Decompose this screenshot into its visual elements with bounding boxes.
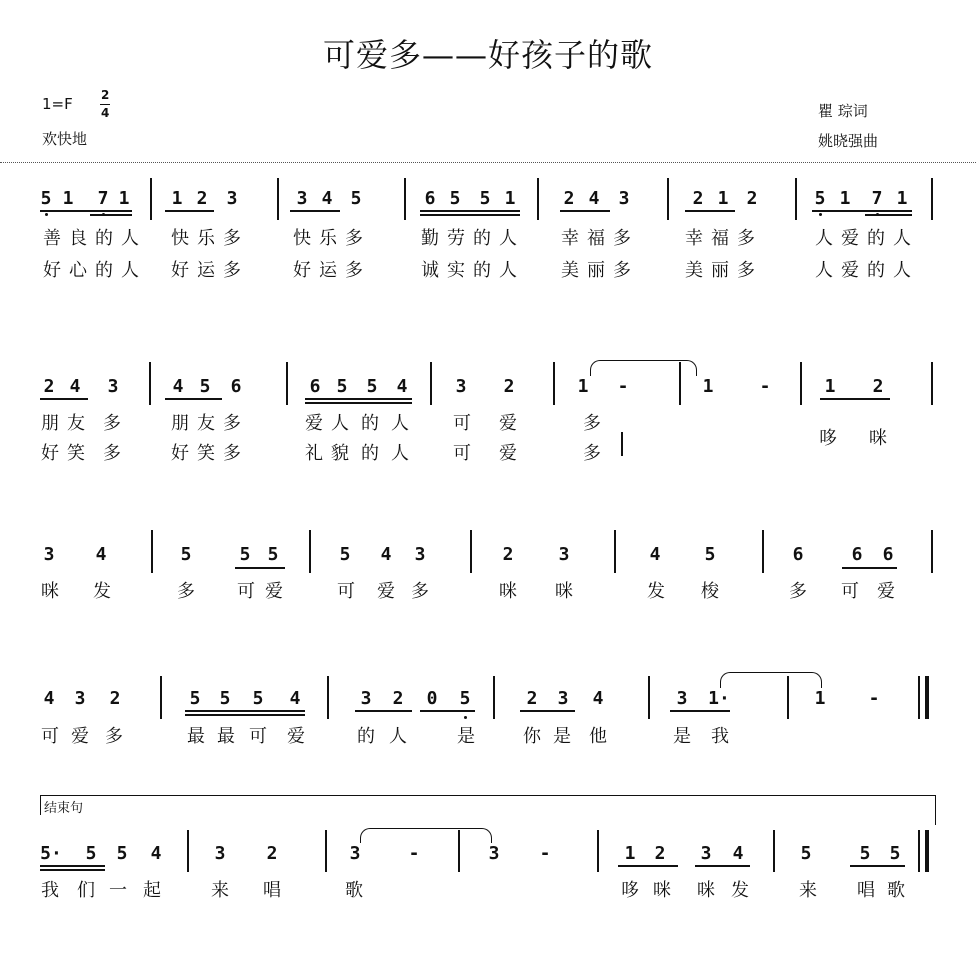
eighth-note-beam [520,710,575,712]
eighth-note-beam [560,210,610,212]
bar-line [614,530,616,573]
jianpu-note: 6 [882,544,894,565]
eighth-note-beam [420,210,520,212]
jianpu-note: 4 [289,688,301,709]
lyric-char: 咪 [869,428,887,449]
lyric-char: 多 [177,581,195,602]
header-separator [0,162,976,163]
final-barline-thin [918,830,920,872]
jianpu-note: 5· [40,843,62,864]
lyric-char: 礼 [305,443,323,464]
lyric-char: 朋 [41,413,59,434]
lyric-char: 人 [499,228,517,249]
jianpu-note: 3 [676,688,688,709]
lyric-char: 丽 [711,260,729,281]
jianpu-note: 2 [43,376,55,397]
time-signature-top: 2 [101,88,110,102]
eighth-note-beam [850,865,905,867]
lyric-char: 劳 [447,228,465,249]
eighth-note-beam [165,398,222,400]
jianpu-note: 5 [350,188,362,209]
lyric-char: 美 [685,260,703,281]
lyric-char: 好 [293,260,311,281]
lyric-char: 多 [411,581,429,602]
lyric-char: 人 [121,260,139,281]
lyric-char: 朋 [171,413,189,434]
jianpu-note: 4 [69,376,81,397]
lyric-char: 多 [737,228,755,249]
jianpu-note: 1· [708,688,730,709]
bar-line [286,362,288,405]
lyric-char: 可 [41,726,59,747]
jianpu-note: 5 [267,544,279,565]
time-signature-line [100,104,110,105]
bar-line [762,530,764,573]
lyric-char: 好 [41,443,59,464]
lyric-char: 最 [217,726,235,747]
jianpu-note: 1 [171,188,183,209]
bar-line [931,178,933,220]
jianpu-note: 5 [199,376,211,397]
eighth-note-beam [865,214,912,216]
coda-box-right [935,795,936,825]
coda-label: 结束句 [44,801,84,816]
octave-dot-below [876,213,879,216]
jianpu-note: - [759,376,771,397]
lyric-char: 歌 [887,880,905,901]
eighth-note-beam [185,710,305,712]
jianpu-note: 2 [654,843,666,864]
lyric-char: 人 [815,260,833,281]
bar-line [493,676,495,719]
jianpu-note: 5 [339,544,351,565]
lyric-char: 可 [237,581,255,602]
jianpu-note: 2 [502,544,514,565]
jianpu-note: 4 [380,544,392,565]
tie-slur [720,672,822,688]
jianpu-note: 4 [592,688,604,709]
lyric-char: 他 [589,726,607,747]
lyric-char: 哆 [621,880,639,901]
lyric-char: 多 [223,413,241,434]
lyric-char: 好 [171,443,189,464]
lyric-char: 咪 [41,581,59,602]
lyricist: 瞿 琮词 [818,102,868,120]
lyric-char: 咪 [653,880,671,901]
lyric-char: 们 [77,880,95,901]
jianpu-note: 1 [62,188,74,209]
lyric-char: 福 [587,228,605,249]
lyric-char: 的 [473,260,491,281]
jianpu-note: 2 [503,376,515,397]
lyric-char: 爱 [499,443,517,464]
jianpu-note: 3 [455,376,467,397]
lyric-char: 发 [647,581,665,602]
jianpu-note: 5 [180,544,192,565]
lyric-char: 福 [711,228,729,249]
eighth-note-beam [165,210,214,212]
jianpu-note: 3 [214,843,226,864]
composer: 姚晓强曲 [818,132,879,150]
jianpu-note: 3 [296,188,308,209]
lyric-char: 多 [613,260,631,281]
eighth-note-beam [820,398,890,400]
eighth-note-beam [695,865,750,867]
jianpu-note: 4 [43,688,55,709]
eighth-note-beam [670,710,730,712]
bar-line [800,362,802,405]
lyric-char: 的 [473,228,491,249]
lyric-char: 梭 [701,581,719,602]
lyric-char: 的 [357,726,375,747]
jianpu-note: 5 [704,544,716,565]
octave-dot-below [45,213,48,216]
lyric-char: 爱 [305,413,323,434]
time-signature-bottom: 4 [101,106,110,120]
jianpu-note: 2 [746,188,758,209]
eighth-note-beam [40,210,132,212]
bar-line [667,178,669,220]
eighth-note-beam [40,865,105,867]
lyric-char: 爱 [841,228,859,249]
final-barline-thick [925,676,929,719]
coda-box-top [40,795,936,796]
lyric-char: 你 [523,726,541,747]
lyric-char: 诚 [421,260,439,281]
lyric-char: 唱 [263,880,281,901]
lyric-char: 是 [553,726,571,747]
jianpu-note: 1 [702,376,714,397]
lyric-char: 良 [69,228,87,249]
jianpu-note: 4 [588,188,600,209]
lyric-char: 歌 [345,880,363,901]
lyric-char: 的 [867,260,885,281]
jianpu-note: 5 [366,376,378,397]
lyric-char: 多 [223,443,241,464]
jianpu-note: 5 [479,188,491,209]
tie-slur [590,360,697,376]
lyric-char: 幸 [685,228,703,249]
jianpu-note: 2 [392,688,404,709]
lyric-char: 爱 [71,726,89,747]
jianpu-note: 2 [692,188,704,209]
bar-line [151,530,153,573]
coda-box-left [40,795,41,815]
jianpu-note: 2 [563,188,575,209]
jianpu-note: 7 [871,188,883,209]
jianpu-note: 4 [150,843,162,864]
lyric-char: 爱 [877,581,895,602]
jianpu-note: 1 [118,188,130,209]
octave-dot-below [464,716,467,719]
eighth-note-beam [90,214,132,216]
bar-line [931,362,933,405]
lyric-char: 多 [345,228,363,249]
octave-dot-below [819,213,822,216]
jianpu-note: - [617,376,629,397]
jianpu-note: 5 [40,188,52,209]
lyric-char: 人 [815,228,833,249]
jianpu-note: 5 [459,688,471,709]
lyric-char: 笑 [197,443,215,464]
lyric-char: 人 [893,260,911,281]
lyric-char: 来 [799,880,817,901]
jianpu-note: 3 [700,843,712,864]
jianpu-note: 5 [219,688,231,709]
lyric-char: 唱 [857,880,875,901]
lyric-char: 来 [211,880,229,901]
eighth-note-beam [235,567,285,569]
lyric-char: 多 [223,228,241,249]
jianpu-note: 0 [426,688,438,709]
bar-line [277,178,279,220]
lyric-char: 多 [223,260,241,281]
jianpu-note: 6 [792,544,804,565]
lyric-char: 美 [561,260,579,281]
eighth-note-beam [842,567,897,569]
lyric-char: 可 [453,443,471,464]
lyric-char: 咪 [555,581,573,602]
lyric-char: 笑 [67,443,85,464]
jianpu-note: 3 [558,544,570,565]
jianpu-note: 5 [449,188,461,209]
lyric-char: 多 [613,228,631,249]
jianpu-note: 5 [814,188,826,209]
lyric-char: 发 [731,880,749,901]
jianpu-note: 5 [189,688,201,709]
lyric-char: 我 [711,726,729,747]
lyric-char: 心 [69,260,87,281]
lyric-char: 貌 [331,443,349,464]
lyric-char: 好 [43,260,61,281]
lyric-char: 运 [319,260,337,281]
lyric-char: 爱 [287,726,305,747]
bar-line [931,530,933,573]
jianpu-note: 3 [349,843,361,864]
jianpu-note: 3 [618,188,630,209]
jianpu-note: - [539,843,551,864]
lyric-char: 可 [249,726,267,747]
bar-line [404,178,406,220]
jianpu-note: 4 [732,843,744,864]
bar-line [773,830,775,872]
jianpu-note: 6 [851,544,863,565]
lyric-char: 最 [187,726,205,747]
jianpu-note: - [868,688,880,709]
lyric-char: 哆 [819,428,837,449]
jianpu-note: 1 [824,376,836,397]
bar-line [149,362,151,405]
lyric-char: 可 [337,581,355,602]
lyric-char: 实 [447,260,465,281]
jianpu-note: 3 [43,544,55,565]
final-barline-thick [925,830,929,872]
lyric-char: 爱 [265,581,283,602]
jianpu-note: 4 [172,376,184,397]
eighth-note-beam [812,210,912,212]
jianpu-note: 3 [74,688,86,709]
bar-line [327,676,329,719]
lyric-char: 勤 [421,228,439,249]
jianpu-note: 2 [109,688,121,709]
jianpu-note: 7 [97,188,109,209]
bar-line [160,676,162,719]
lyric-char: 好 [171,260,189,281]
lyric-char: 的 [95,260,113,281]
lyric-char: 多 [583,413,601,434]
jianpu-note: 1 [814,688,826,709]
jianpu-note: 3 [226,188,238,209]
jianpu-note: - [408,843,420,864]
jianpu-note: 3 [107,376,119,397]
lyric-char: 友 [197,413,215,434]
jianpu-note: 3 [488,843,500,864]
jianpu-note: 2 [872,376,884,397]
lyric-char: 人 [389,726,407,747]
lyric-char: 运 [197,260,215,281]
lyric-char: 多 [105,726,123,747]
lyric-char: 人 [121,228,139,249]
lyric-char: 我 [41,880,59,901]
eighth-note-beam [420,214,520,216]
lyric-char: 人 [893,228,911,249]
lyric-char: 幸 [561,228,579,249]
jianpu-note: 3 [557,688,569,709]
lyric-char: 是 [673,726,691,747]
bar-line [795,178,797,220]
jianpu-note: 4 [649,544,661,565]
jianpu-note: 6 [230,376,242,397]
jianpu-note: 1 [717,188,729,209]
eighth-note-beam [40,869,105,871]
bar-line [597,830,599,872]
jianpu-note: 2 [196,188,208,209]
bar-line [648,676,650,719]
lyric-char: 人 [499,260,517,281]
jianpu-note: 2 [266,843,278,864]
lyric-char: 的 [95,228,113,249]
lyric-char: 乐 [319,228,337,249]
lyric-char: 多 [345,260,363,281]
bar-line [309,530,311,573]
lyric-char: 的 [867,228,885,249]
bar-line [470,530,472,573]
verse-brace [621,432,623,456]
lyric-char: 起 [143,880,161,901]
jianpu-note: 5 [859,843,871,864]
lyric-char: 爱 [499,413,517,434]
jianpu-note: 3 [414,544,426,565]
lyric-char: 人 [331,413,349,434]
eighth-note-beam [685,210,735,212]
jianpu-note: 6 [424,188,436,209]
jianpu-note: 3 [360,688,372,709]
lyric-char: 的 [361,413,379,434]
bar-line [187,830,189,872]
jianpu-note: 5 [116,843,128,864]
eighth-note-beam [305,402,412,404]
lyric-char: 善 [43,228,61,249]
lyric-char: 多 [103,443,121,464]
key-signature: 1=F [42,95,73,113]
lyric-char: 的 [361,443,379,464]
bar-line [325,830,327,872]
lyric-char: 多 [583,443,601,464]
lyric-char: 人 [391,413,409,434]
jianpu-note: 1 [577,376,589,397]
eighth-note-beam [618,865,678,867]
jianpu-note: 1 [839,188,851,209]
jianpu-note: 5 [239,544,251,565]
lyric-char: 快 [171,228,189,249]
lyric-char: 多 [789,581,807,602]
lyric-char: 多 [737,260,755,281]
jianpu-note: 5 [85,843,97,864]
lyric-char: 咪 [499,581,517,602]
octave-dot-below [102,213,105,216]
eighth-note-beam [185,714,305,716]
lyric-char: 可 [453,413,471,434]
jianpu-note: 5 [800,843,812,864]
jianpu-note: 4 [396,376,408,397]
tie-slur [360,828,492,843]
bar-line [553,362,555,405]
jianpu-note: 5 [252,688,264,709]
eighth-note-beam [40,398,88,400]
bar-line [537,178,539,220]
jianpu-note: 6 [309,376,321,397]
eighth-note-beam [420,710,475,712]
page-title: 可爱多——好孩子的歌 [322,36,653,74]
jianpu-note: 5 [889,843,901,864]
lyric-char: 爱 [377,581,395,602]
jianpu-note: 1 [624,843,636,864]
jianpu-note: 5 [336,376,348,397]
eighth-note-beam [290,210,340,212]
jianpu-note: 4 [321,188,333,209]
jianpu-note: 4 [95,544,107,565]
lyric-char: 快 [293,228,311,249]
eighth-note-beam [305,398,412,400]
jianpu-note: 2 [526,688,538,709]
lyric-char: 可 [841,581,859,602]
lyric-char: 爱 [841,260,859,281]
jianpu-note: 1 [504,188,516,209]
final-barline-thin [918,676,920,719]
tempo-marking: 欢快地 [42,130,88,148]
lyric-char: 乐 [197,228,215,249]
eighth-note-beam [355,710,412,712]
lyric-char: 发 [93,581,111,602]
lyric-char: 咪 [697,880,715,901]
bar-line [430,362,432,405]
bar-line [150,178,152,220]
lyric-char: 友 [67,413,85,434]
lyric-char: 人 [391,443,409,464]
lyric-char: 一 [109,880,127,901]
lyric-char: 多 [103,413,121,434]
lyric-char: 丽 [587,260,605,281]
lyric-char: 是 [457,726,475,747]
jianpu-note: 1 [896,188,908,209]
